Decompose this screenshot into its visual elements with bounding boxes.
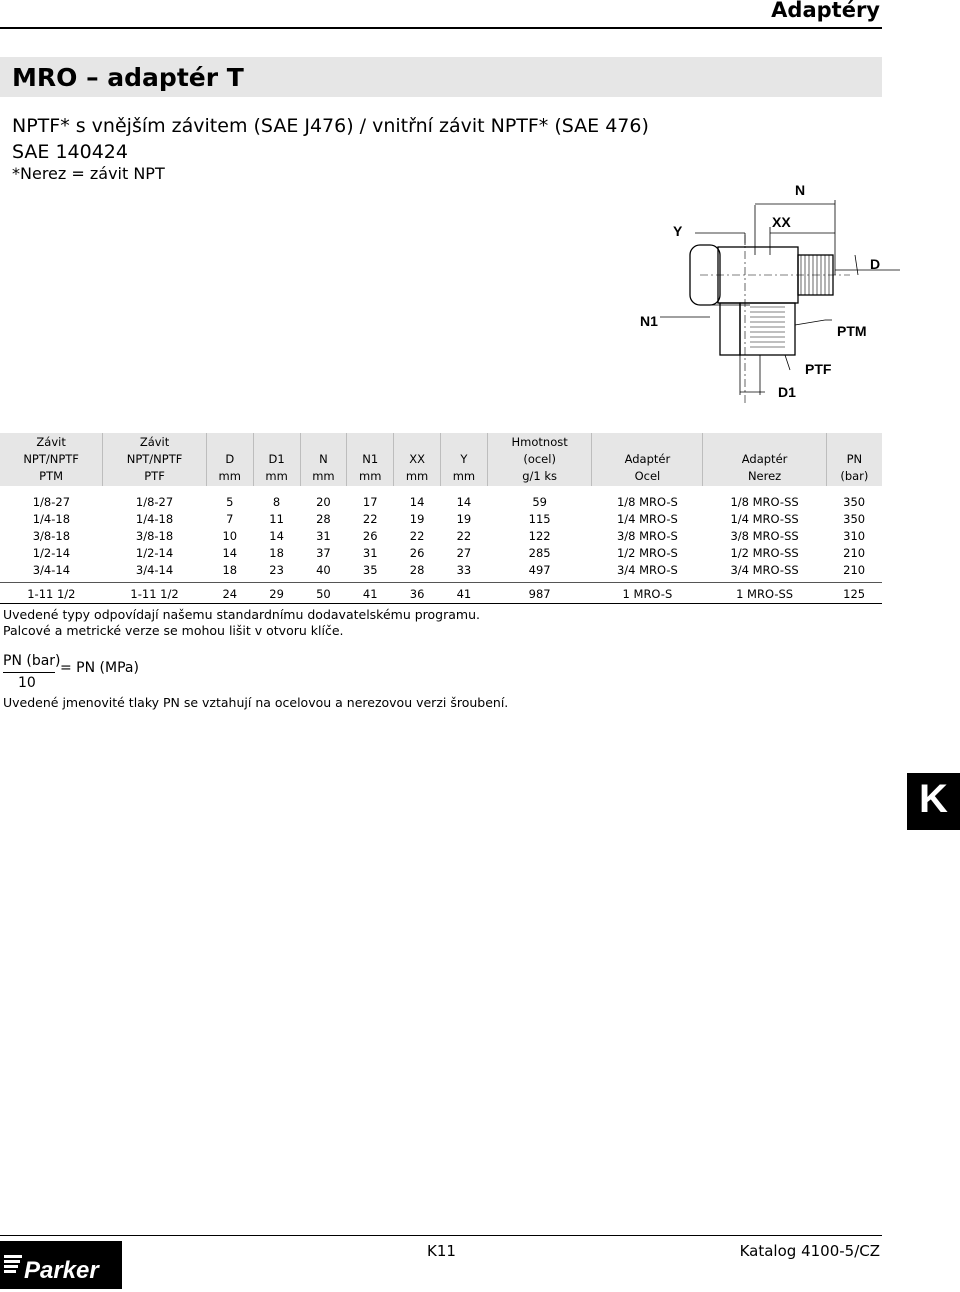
label-n: N bbox=[795, 182, 806, 198]
parker-logo bbox=[0, 1241, 122, 1289]
cell: 3/4 MRO-SS bbox=[730, 563, 799, 577]
note-nominal-pressure: Uvedené jmenovité tlaky PN se vztahují na ocelovou a nerezovou verzi šroubení. bbox=[3, 695, 509, 710]
cell: 1/4-18 bbox=[32, 512, 71, 526]
cell: 115 bbox=[528, 512, 551, 526]
col-header-pn: PN (bar) bbox=[840, 452, 869, 483]
subtitle-thread-spec: NPTF* s vnějším závitem (SAE J476) / vnitřní závit NPTF* (SAE 476) bbox=[12, 115, 649, 137]
cell: 3/4-14 bbox=[32, 563, 71, 577]
cell: 310 bbox=[843, 529, 866, 543]
cell: 1-11 1/2 bbox=[0, 583, 103, 604]
col-header-y: Y mm bbox=[440, 433, 487, 486]
cell: 18 bbox=[269, 546, 284, 560]
cell: 1/2-14 bbox=[135, 546, 174, 560]
cell: 41 bbox=[440, 583, 487, 604]
cell: 19 bbox=[409, 512, 425, 526]
cell: 11 bbox=[269, 512, 284, 526]
cell: 1/2-14 bbox=[32, 546, 71, 560]
label-ptf: PTF bbox=[805, 361, 832, 377]
cell: 41 bbox=[347, 583, 394, 604]
cell: 987 bbox=[487, 583, 592, 604]
header-rule bbox=[0, 27, 882, 29]
cell: 14 bbox=[456, 495, 472, 509]
formula-result: = PN (MPa) bbox=[60, 660, 139, 676]
cell: 350 bbox=[843, 495, 866, 509]
note-standard-program: Uvedené typy odpovídají našemu standardnímu dodavatelskému programu. bbox=[3, 607, 480, 622]
cell: 18 bbox=[222, 563, 238, 577]
cell: 36 bbox=[394, 583, 441, 604]
formula-fraction-line bbox=[3, 672, 55, 673]
label-n1: N1 bbox=[640, 313, 658, 329]
cell: 29 bbox=[253, 583, 300, 604]
cell: 7 bbox=[226, 512, 234, 526]
cell: 3/8-18 bbox=[32, 529, 71, 543]
section-tab-letter: K bbox=[919, 777, 948, 821]
cell: 31 bbox=[316, 529, 331, 543]
cell: 14 bbox=[222, 546, 238, 560]
table-row bbox=[0, 486, 882, 511]
cell: 28 bbox=[316, 512, 331, 526]
table-row bbox=[0, 528, 882, 545]
col-header-thread-ptf: Závit NPT/NPTF PTF bbox=[103, 433, 207, 486]
label-xx: XX bbox=[772, 214, 791, 230]
col-header-d1: D1 mm bbox=[253, 433, 300, 486]
cell: 1/2 MRO-S bbox=[616, 546, 678, 560]
cell: 59 bbox=[532, 495, 547, 509]
cell: 1/8-27 bbox=[135, 495, 174, 509]
col-header-thread-ptm: Závit NPT/NPTF PTM bbox=[0, 433, 103, 486]
cell: 19 bbox=[456, 512, 472, 526]
cell: 210 bbox=[843, 563, 866, 577]
table-row bbox=[0, 545, 882, 562]
cell: 14 bbox=[409, 495, 425, 509]
cell: 22 bbox=[409, 529, 425, 543]
cell: 50 bbox=[300, 583, 347, 604]
cell: 17 bbox=[362, 495, 378, 509]
cell: 122 bbox=[528, 529, 551, 543]
cell: 31 bbox=[362, 546, 378, 560]
cell: 3/8-18 bbox=[135, 529, 174, 543]
cell: 350 bbox=[843, 512, 866, 526]
adapter-drawing bbox=[600, 175, 900, 410]
formula-numerator: PN (bar) bbox=[3, 653, 61, 669]
col-header-adapter-steel: Adaptér Ocel bbox=[592, 433, 703, 486]
catalog-reference: Katalog 4100-5/CZ bbox=[739, 1242, 880, 1260]
cell: 1/8 MRO-SS bbox=[730, 495, 799, 509]
specification-table bbox=[0, 433, 882, 604]
col-header-xx: XX mm bbox=[394, 433, 441, 486]
table-header-row bbox=[0, 433, 882, 486]
cell: 26 bbox=[362, 529, 378, 543]
cell: 35 bbox=[362, 563, 378, 577]
section-tab bbox=[907, 773, 960, 830]
subtitle-footnote: *Nerez = závit NPT bbox=[12, 164, 165, 183]
col-header-d: D mm bbox=[206, 433, 253, 486]
table-row bbox=[0, 583, 882, 604]
col-header-weight: Hmotnost (ocel) g/1 ks bbox=[487, 433, 592, 486]
table-row bbox=[0, 562, 882, 583]
cell: 14 bbox=[269, 529, 284, 543]
label-d: D bbox=[870, 256, 881, 272]
cell: 20 bbox=[316, 495, 331, 509]
cell: 24 bbox=[206, 583, 253, 604]
cell: 1 MRO-S bbox=[592, 583, 703, 604]
cell: 28 bbox=[409, 563, 425, 577]
cell: 3/8 MRO-SS bbox=[730, 529, 799, 543]
formula-denominator: 10 bbox=[18, 675, 36, 691]
cell: 1/4-18 bbox=[135, 512, 174, 526]
cell: 1/8-27 bbox=[32, 495, 71, 509]
col-header-adapter-stainless: Adaptér Nerez bbox=[703, 433, 826, 486]
cell: 1/4 MRO-SS bbox=[730, 512, 799, 526]
cell: 23 bbox=[269, 563, 284, 577]
cell: 5 bbox=[226, 495, 234, 509]
cell: 22 bbox=[362, 512, 378, 526]
cell: 1-11 1/2 bbox=[103, 583, 207, 604]
footer-rule bbox=[0, 1235, 882, 1236]
page-number: K11 bbox=[427, 1242, 456, 1260]
cell: 125 bbox=[826, 583, 882, 604]
col-header-n: N mm bbox=[300, 433, 347, 486]
cell: 210 bbox=[843, 546, 866, 560]
col-header-n1: N1 mm bbox=[347, 433, 394, 486]
label-y: Y bbox=[673, 223, 683, 239]
cell: 3/4-14 bbox=[135, 563, 174, 577]
cell: 497 bbox=[528, 563, 551, 577]
label-d1: D1 bbox=[778, 384, 796, 400]
cell: 26 bbox=[409, 546, 425, 560]
cell: 40 bbox=[316, 563, 331, 577]
cell: 22 bbox=[456, 529, 472, 543]
cell: 10 bbox=[222, 529, 238, 543]
cell: 1/8 MRO-S bbox=[616, 495, 678, 509]
table-row bbox=[0, 511, 882, 528]
section-title: Adaptéry bbox=[771, 0, 880, 22]
title-bar bbox=[0, 57, 882, 97]
cell: 3/8 MRO-S bbox=[616, 529, 678, 543]
page-title: MRO – adaptér T bbox=[12, 63, 244, 92]
cell: 27 bbox=[456, 546, 472, 560]
cell: 285 bbox=[528, 546, 551, 560]
cell: 37 bbox=[316, 546, 331, 560]
note-wrench-size: Palcové a metrické verze se mohou lišit v otvoru klíče. bbox=[3, 623, 344, 638]
cell: 1 MRO-SS bbox=[703, 583, 826, 604]
logo-text: Parker bbox=[24, 1257, 99, 1284]
cell: 8 bbox=[272, 495, 281, 509]
label-ptm: PTM bbox=[837, 323, 867, 339]
cell: 3/4 MRO-S bbox=[616, 563, 678, 577]
cell: 1/2 MRO-SS bbox=[730, 546, 799, 560]
subtitle-sae-standard: SAE 140424 bbox=[12, 141, 128, 163]
cell: 1/4 MRO-S bbox=[616, 512, 678, 526]
cell: 33 bbox=[456, 563, 472, 577]
